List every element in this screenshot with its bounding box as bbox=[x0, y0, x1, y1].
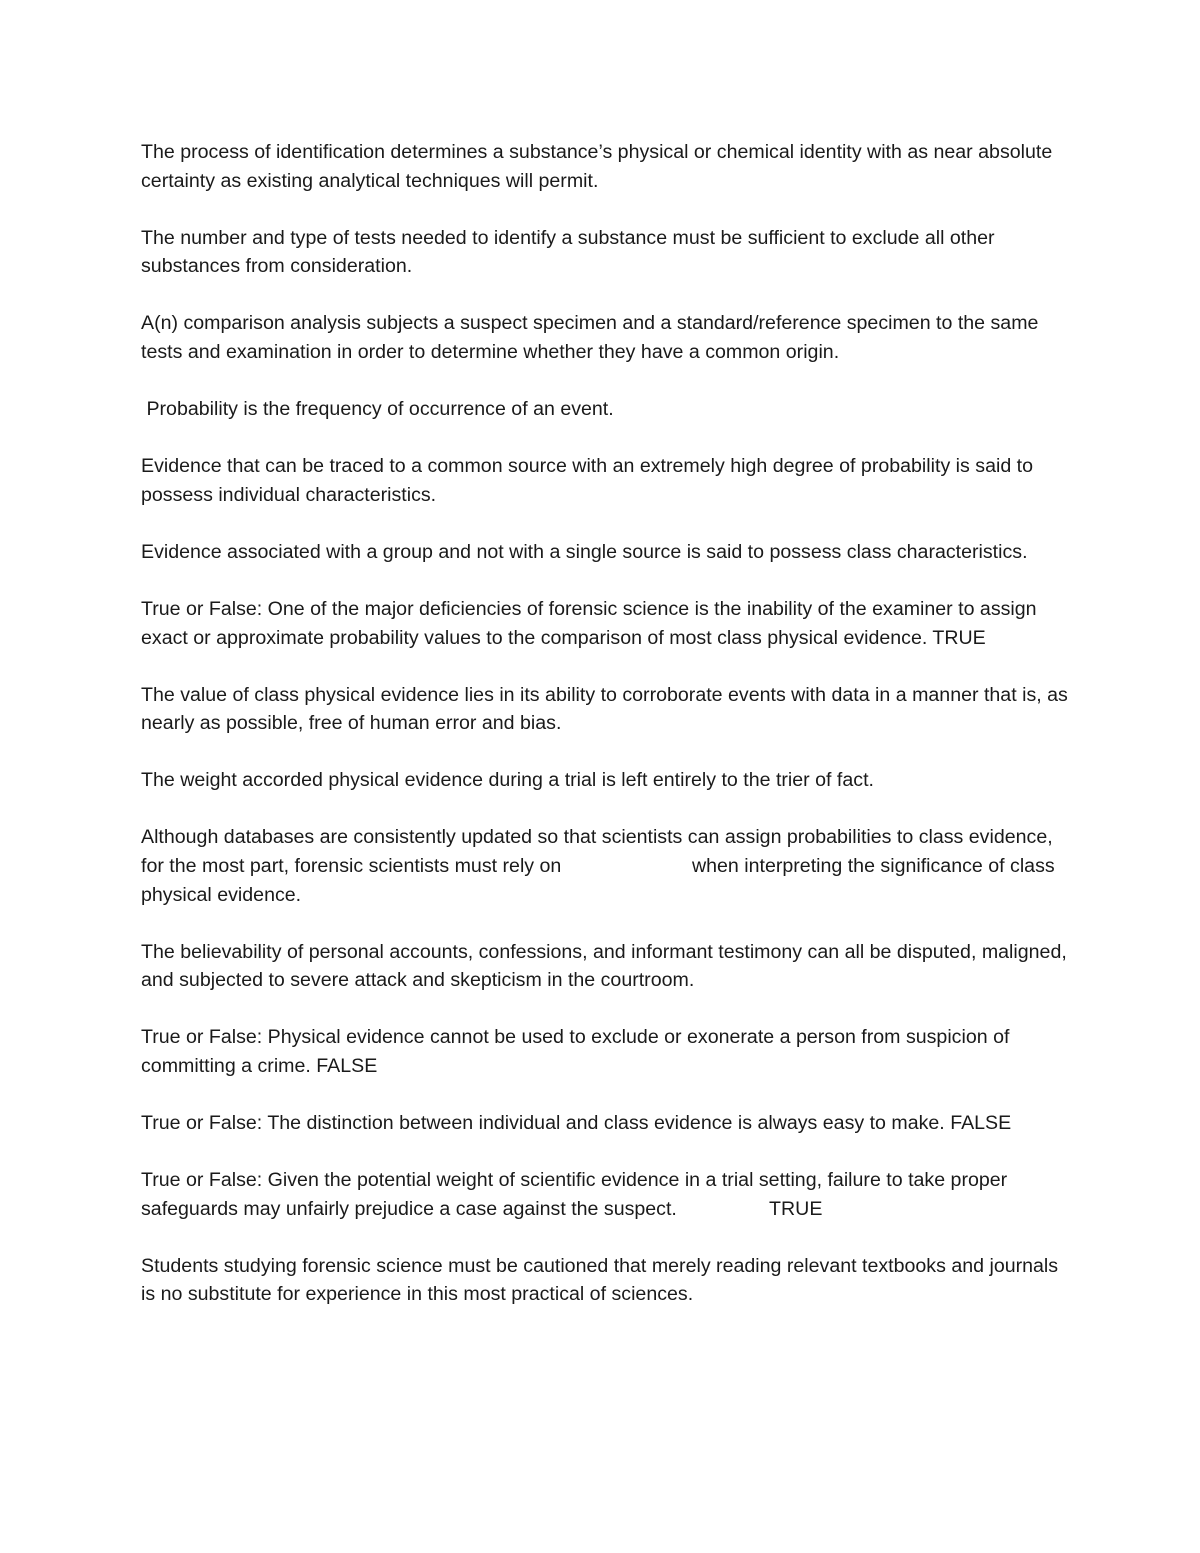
paragraph-text: Evidence that can be traced to a common source with an extremely high degree of probability is said to possess individual characteristics. bbox=[141, 455, 1039, 506]
paragraph-class bbox=[141, 538, 1071, 567]
paragraph-tests bbox=[141, 224, 1071, 281]
paragraph-text: Although databases are consistently updated so that scientists can assign probabilities to class evidence, for the most part, forensic scientists must rely on when interpreting the significance of class physical evidence. bbox=[141, 826, 1061, 906]
paragraph-text: A(n) comparison analysis subjects a suspect specimen and a standard/reference specimen to the same tests and examination in order to determine whether they have a common origin. bbox=[141, 312, 1044, 363]
paragraph-true-false-exclude bbox=[141, 1023, 1071, 1080]
paragraph-individual bbox=[141, 452, 1071, 509]
document-body bbox=[141, 138, 1074, 1338]
paragraph-true-false-deficiencies bbox=[141, 595, 1071, 652]
paragraph-text: The believability of personal accounts, confessions, and informant testimony can all be disputed, maligned, and subjected to severe attack and skepticism in the courtroom. bbox=[141, 940, 1073, 992]
paragraph-text: The number and type of tests needed to identify a substance must be sufficient to exclude all other substances from consideration. bbox=[141, 226, 1001, 278]
paragraph-text: Students studying forensic science must be cautioned that merely reading relevant textbooks and journals is no substitute for experience in this most practical of sciences. bbox=[141, 1254, 1064, 1306]
paragraph-weight bbox=[141, 766, 1071, 795]
paragraph-true-false-safeguards bbox=[141, 1166, 1071, 1223]
paragraph-probability bbox=[141, 395, 1071, 424]
paragraph-identification bbox=[141, 138, 1071, 195]
paragraph-true-false-distinction bbox=[141, 1109, 1071, 1138]
paragraph-value bbox=[141, 681, 1074, 738]
paragraph-text: True or False: One of the major deficiencies of forensic science is the inability of the examiner to assign exact or approximate probability values to the comparison of most class physical evidence. TRUE bbox=[141, 597, 1043, 649]
paragraph-believability bbox=[141, 938, 1071, 995]
paragraph-text: Evidence associated with a group and not with a single source is said to possess class characteristics. bbox=[141, 540, 1028, 563]
paragraph-text: True or False: Given the potential weight of scientific evidence in a trial setting, failure to take proper safeguards may unfairly prejudice a case against the suspect. TRUE bbox=[141, 1169, 1013, 1220]
paragraph-databases bbox=[141, 823, 1071, 909]
paragraph-comparison bbox=[141, 309, 1071, 366]
paragraph-text: True or False: Physical evidence cannot be used to exclude or exonerate a person from suspicion of committing a crime. FALSE bbox=[141, 1026, 1015, 1077]
paragraph-text: The value of class physical evidence lies in its ability to corroborate events with data in a manner that is, as nearly as possible, free of human error and bias. bbox=[141, 683, 1074, 735]
paragraph-students bbox=[141, 1252, 1071, 1309]
paragraph-text: Probability is the frequency of occurrence of an event. bbox=[141, 398, 614, 421]
paragraph-text: True or False: The distinction between individual and class evidence is always easy to make. FALSE bbox=[141, 1112, 1012, 1135]
paragraph-text: The process of identification determines a substance’s physical or chemical identity with as near absolute certainty as existing analytical techniques will permit. bbox=[141, 141, 1058, 192]
paragraph-text: The weight accorded physical evidence during a trial is left entirely to the trier of fact. bbox=[141, 769, 874, 792]
